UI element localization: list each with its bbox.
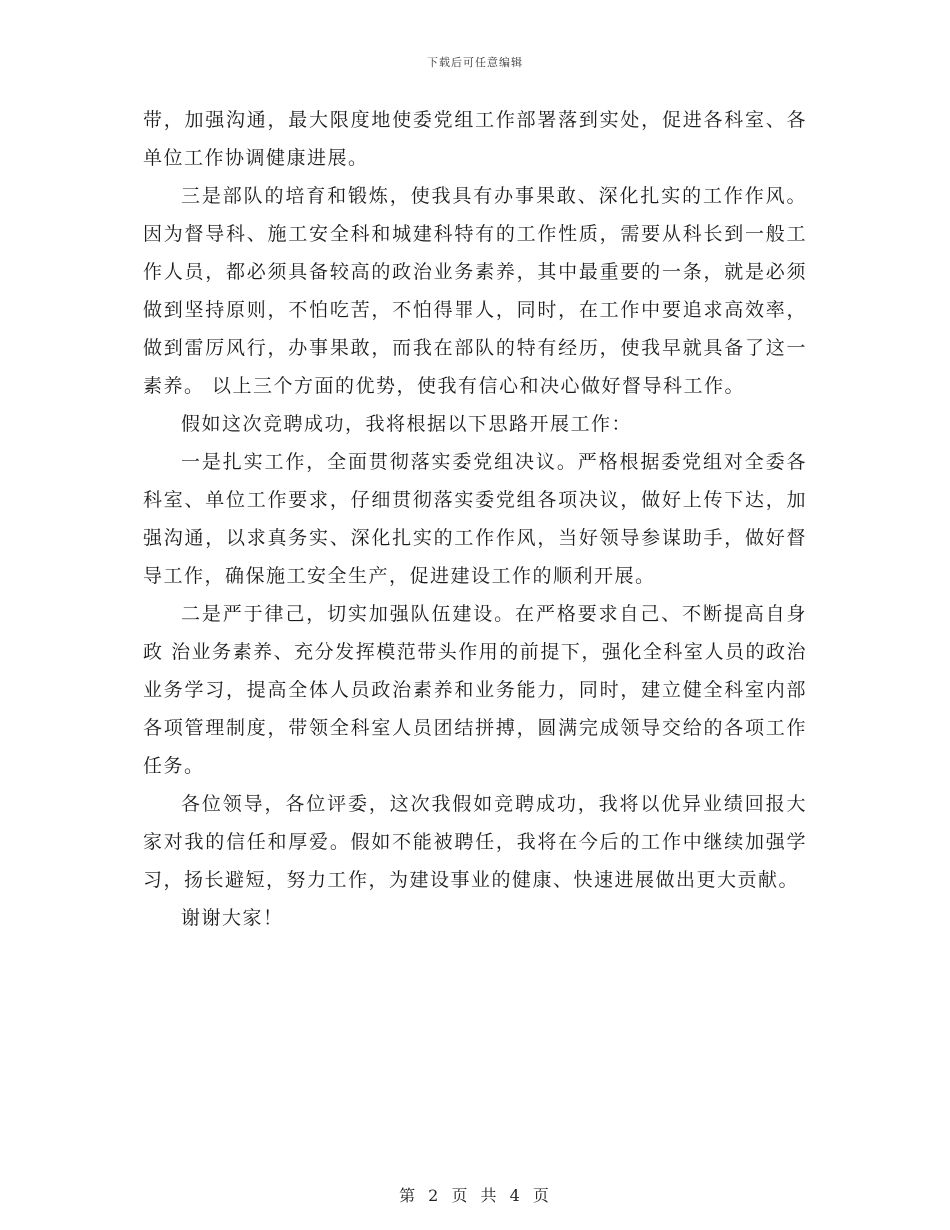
paragraph: 各位领导，各位评委，这次我假如竞聘成功，我将以优异业绩回报大家对我的信任和厚爱。假如不能被聘任，我将在今后的工作中继续加强学习，扬长避短，努力工作，为建设事业的健康、快速进展做出更大贡献。 [143,793,807,891]
paragraph: 谢谢大家！ [181,907,284,929]
document-body [143,101,807,937]
page-header: 下载后可任意编辑 [427,56,523,69]
paragraph: 带，加强沟通，最大限度地使委党组工作部署落到实处，促进各科室、各单位工作协调健康进展。 [143,109,807,169]
paragraph: 一是扎实工作，全面贯彻落实委党组决议。严格根据委党组对全委各科室、单位工作要求，仔细贯彻落实委党组各项决议，做好上传下达，加强沟通，以求真务实、深化扎实的工作作风，当好领导参谋助手，做好督导工作，确保施工安全生产，促进建设工作的顺利开展。 [143,451,807,587]
page-number-footer: 第 2 页 共 4 页 [399,1186,551,1205]
paragraph: 假如这次竞聘成功，我将根据以下思路开展工作： [181,413,633,435]
paragraph: 二是严于律己，切实加强队伍建设。在严格要求自己、不断提高自身政 治业务素养、充分发挥模范带头作用的前提下，强化全科室人员的政治业务学习，提高全体人员政治素养和业务能力，同时，建立健全科室内部各项管理制度，带领全科室人员团结拼搏，圆满完成领导交给的各项工作任务。 [143,603,807,777]
paragraph: 三是部队的培育和锻炼，使我具有办事果敢、深化扎实的工作作风。因为督导科、施工安全科和城建科特有的工作性质，需要从科长到一般工作人员，都必须具备较高的政治业务素养，其中最重要的一条，就是必须做到坚持原则，不怕吃苦，不怕得罪人，同时，在工作中要追求高效率，做到雷厉风行，办事果敢，而我在部队的特有经历，使我早就具备了这一素养。 以上三个方面的优势，使我有信心和决心做好督导科工作。 [143,185,807,397]
